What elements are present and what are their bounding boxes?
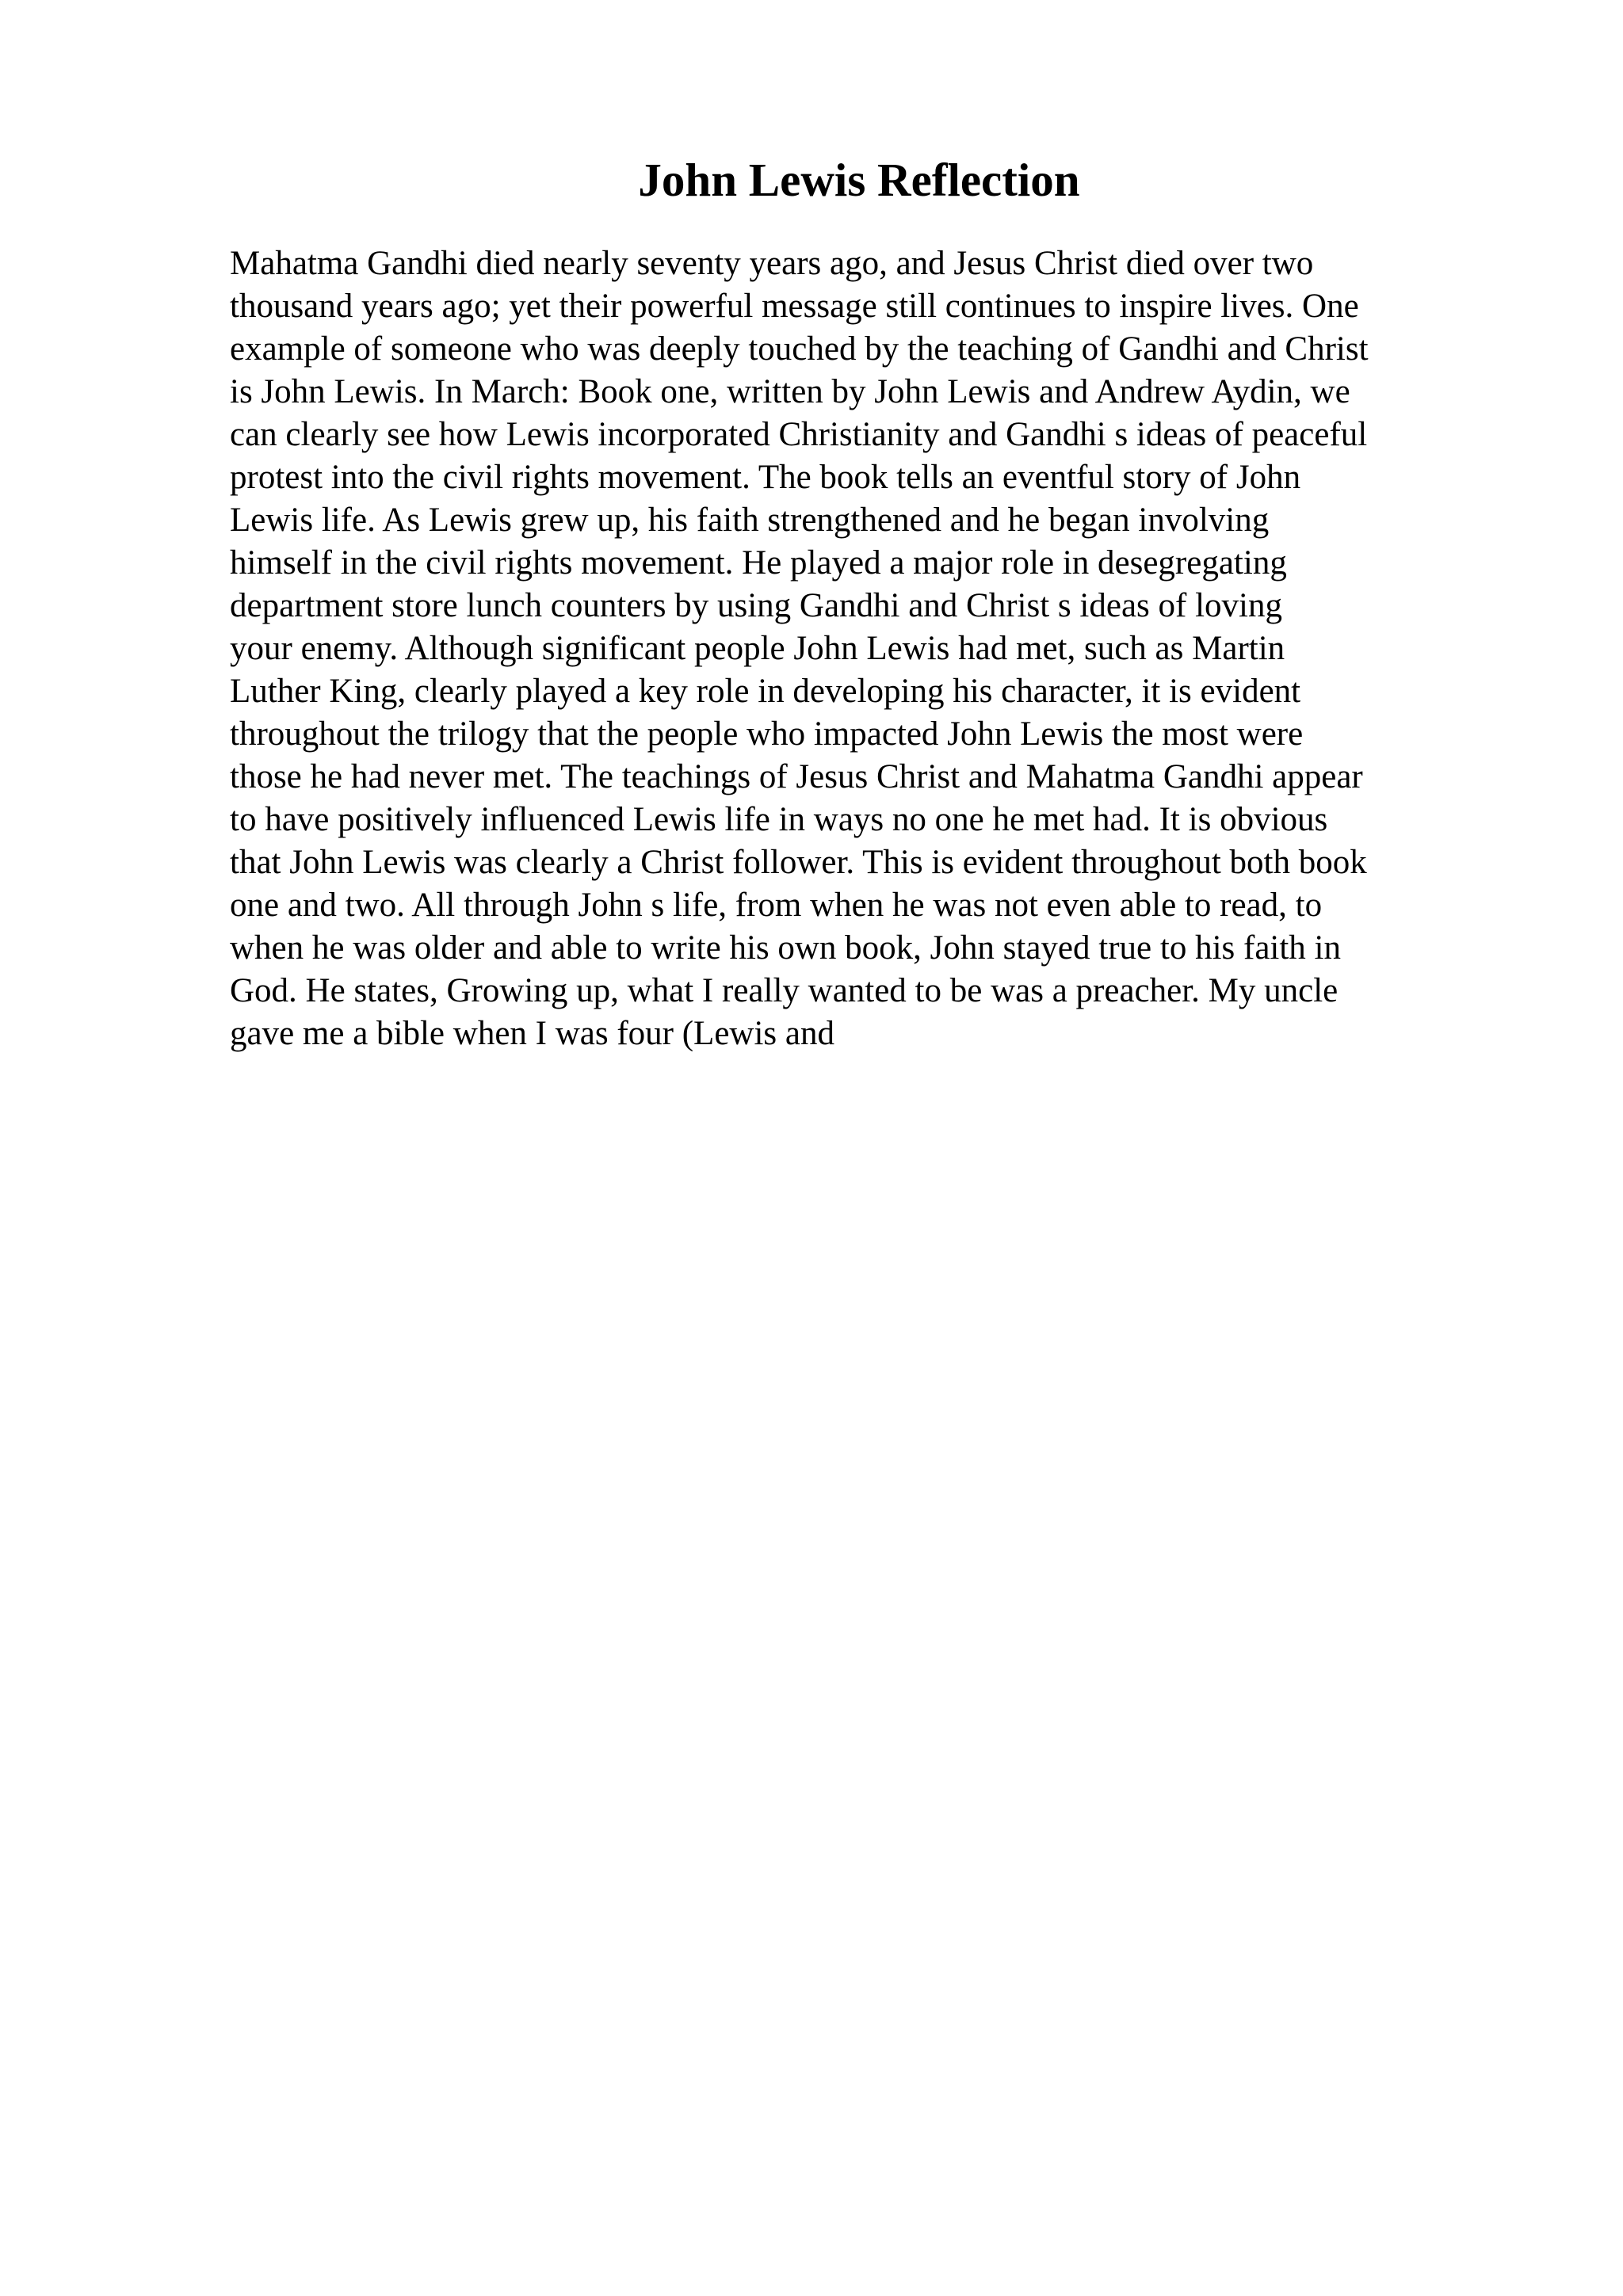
paragraph-line: protest into the civil rights movement. The book tells an eventful story of John xyxy=(230,459,1301,496)
paragraph-line: can clearly see how Lewis incorporated Christianity and Gandhi s ideas of peaceful xyxy=(230,416,1368,453)
paragraph-line: department store lunch counters by using Gandhi and Christ s ideas of loving xyxy=(230,587,1282,624)
paragraph-line: Mahatma Gandhi died nearly seventy years ago, and Jesus Christ died over two xyxy=(230,245,1314,282)
paragraph-line: that John Lewis was clearly a Christ follower. This is evident throughout both book xyxy=(230,844,1367,881)
document-title: John Lewis Reflection xyxy=(638,154,1080,206)
paragraph-line: when he was older and able to write his own book, John stayed true to his faith in xyxy=(230,929,1341,967)
body-paragraph xyxy=(230,242,1482,1055)
paragraph-line: example of someone who was deeply touched by the teaching of Gandhi and Christ xyxy=(230,330,1369,368)
paragraph-line: those he had never met. The teachings of Jesus Christ and Mahatma Gandhi appear xyxy=(230,758,1363,795)
paragraph-line: thousand years ago; yet their powerful message still continues to inspire lives. One xyxy=(230,288,1359,325)
paragraph-line: himself in the civil rights movement. He played a major role in desegregating xyxy=(230,544,1287,582)
paragraph-line: gave me a bible when I was four (Lewis and xyxy=(230,1015,834,1052)
paragraph-line: throughout the trilogy that the people who impacted John Lewis the most were xyxy=(230,715,1304,753)
paragraph-line: to have positively influenced Lewis life in ways no one he met had. It is obvious xyxy=(230,801,1328,838)
paragraph-line: Luther King, clearly played a key role in developing his character, it is evident xyxy=(230,673,1301,710)
paragraph-line: one and two. All through John s life, from when he was not even able to read, to xyxy=(230,887,1323,924)
paragraph-line: your enemy. Although significant people John Lewis had met, such as Martin xyxy=(230,630,1285,667)
paragraph-line: is John Lewis. In March: Book one, written by John Lewis and Andrew Aydin, we xyxy=(230,373,1350,410)
paragraph-line: God. He states, Growing up, what I really wanted to be was a preacher. My uncle xyxy=(230,972,1338,1009)
paragraph-line: Lewis life. As Lewis grew up, his faith strengthened and he began involving xyxy=(230,502,1270,539)
